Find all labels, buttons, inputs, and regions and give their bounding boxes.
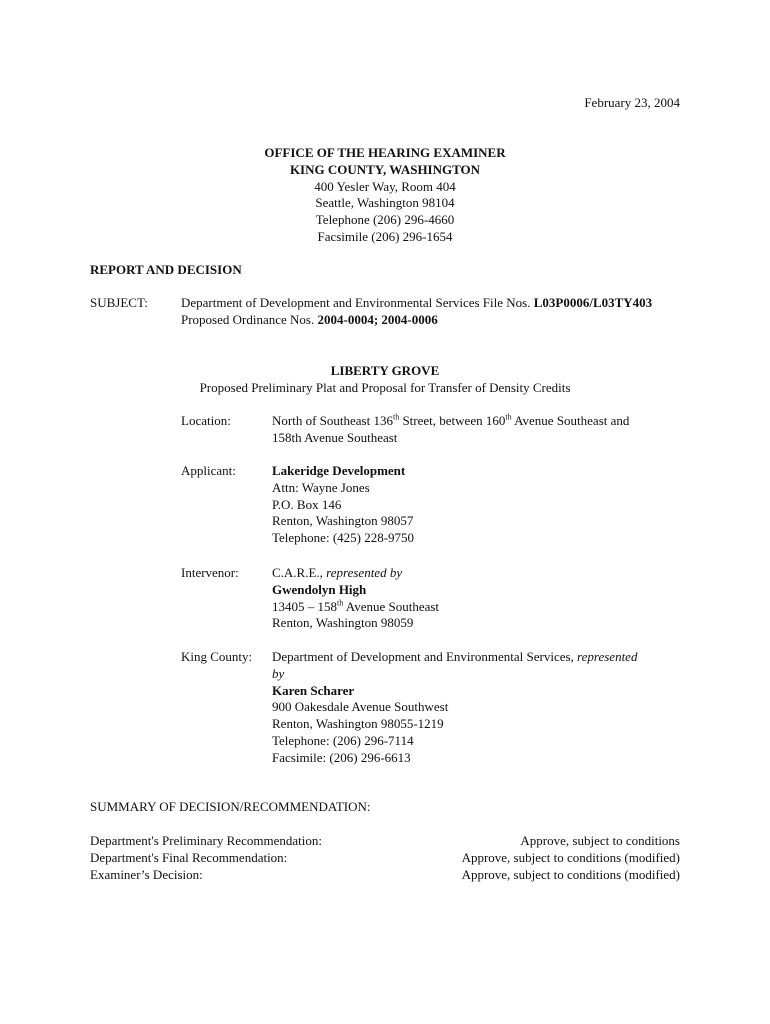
applicant-po-box: P.O. Box 146 — [272, 496, 342, 512]
king-county-facsimile: Facsimile: (206) 296-6613 — [272, 749, 411, 765]
recommendation-label-examiner: Examiner’s Decision: — [90, 866, 203, 882]
intervenor-represented-by: represented by — [326, 565, 403, 580]
office-header — [0, 145, 770, 246]
location-text — [272, 413, 672, 447]
file-numbers: L03P0006/L03TY403 — [533, 295, 653, 310]
recommendation-label-final: Department's Final Recommendation: — [90, 849, 288, 865]
king-county-by: by — [272, 665, 285, 681]
applicant-attn: Attn: Wayne Jones — [272, 479, 370, 495]
applicant-city: Renton, Washington 98057 — [272, 513, 414, 529]
office-telephone: Telephone (206) 296-4660 — [315, 212, 455, 228]
office-address-line1: 400 Yesler Way, Room 404 — [314, 178, 456, 194]
applicant-telephone: Telephone: (425) 228-9750 — [272, 530, 415, 546]
king-county-label: King County: — [181, 649, 253, 664]
recommendation-value-preliminary: Approve, subject to conditions — [520, 833, 680, 848]
office-county: KING COUNTY, WASHINGTON — [289, 161, 481, 177]
office-facsimile: Facsimile (206) 296-1654 — [317, 228, 453, 244]
location-label: Location: — [181, 413, 231, 428]
project-description: Proposed Preliminary Plat and Proposal for Transfer of Density Credits — [199, 379, 571, 395]
subject-label: SUBJECT: — [90, 295, 148, 310]
king-county-telephone: Telephone: (206) 296-7114 — [272, 732, 414, 748]
location-part3: Avenue Southeast and — [511, 413, 630, 428]
subject-line1-prefix: Department of Development and Environmental Services File Nos. — [181, 295, 534, 310]
location-line2: 158th Avenue Southeast — [272, 429, 398, 445]
applicant-label: Applicant: — [181, 463, 236, 478]
recommendation-label-preliminary: Department's Preliminary Recommendation: — [90, 833, 322, 848]
office-name: OFFICE OF THE HEARING EXAMINER — [264, 145, 506, 160]
king-county-represented: represented — [577, 649, 638, 664]
king-county-block — [272, 649, 672, 767]
recommendation-labels — [90, 833, 322, 883]
king-county-address: 900 Oakesdale Avenue Southwest — [272, 699, 449, 715]
recommendation-value-final: Approve, subject to conditions (modified) — [461, 849, 680, 865]
intervenor-address-part1: 13405 – 158 — [272, 598, 337, 614]
intervenor-address-sup: th — [337, 598, 344, 608]
intervenor-address-part2: Avenue Southeast — [343, 598, 440, 614]
location-part1: North of Southeast 136 — [272, 413, 393, 428]
intervenor-name: Gwendolyn High — [272, 581, 367, 597]
recommendation-value-examiner: Approve, subject to conditions (modified) — [461, 866, 680, 882]
summary-title: SUMMARY OF DECISION/RECOMMENDATION: — [90, 799, 371, 814]
ordinance-numbers: 2004-0004; 2004-0006 — [317, 311, 438, 327]
location-part2: Street, between 160 — [399, 413, 506, 428]
applicant-block — [272, 463, 672, 547]
location-sup2: th — [505, 412, 512, 422]
subject-text — [181, 295, 652, 329]
subject-line2-prefix: Proposed Ordinance Nos. — [181, 311, 318, 327]
king-county-rep-name: Karen Scharer — [272, 682, 355, 698]
king-county-dept: Department of Development and Environmental Services, — [272, 649, 578, 664]
location-sup1: th — [392, 412, 400, 422]
applicant-name: Lakeridge Development — [272, 463, 406, 478]
report-title: REPORT AND DECISION — [90, 262, 242, 277]
intervenor-org: C.A.R.E., — [272, 565, 327, 580]
office-address-line2: Seattle, Washington 98104 — [315, 195, 455, 211]
project-block — [0, 363, 770, 397]
intervenor-city: Renton, Washington 98059 — [272, 615, 414, 631]
recommendation-values — [462, 833, 680, 883]
intervenor-label: Intervenor: — [181, 565, 239, 580]
report-date: February 23, 2004 — [584, 95, 680, 110]
intervenor-block — [272, 565, 672, 632]
king-county-city: Renton, Washington 98055-1219 — [272, 716, 444, 732]
project-name: LIBERTY GROVE — [330, 363, 440, 378]
